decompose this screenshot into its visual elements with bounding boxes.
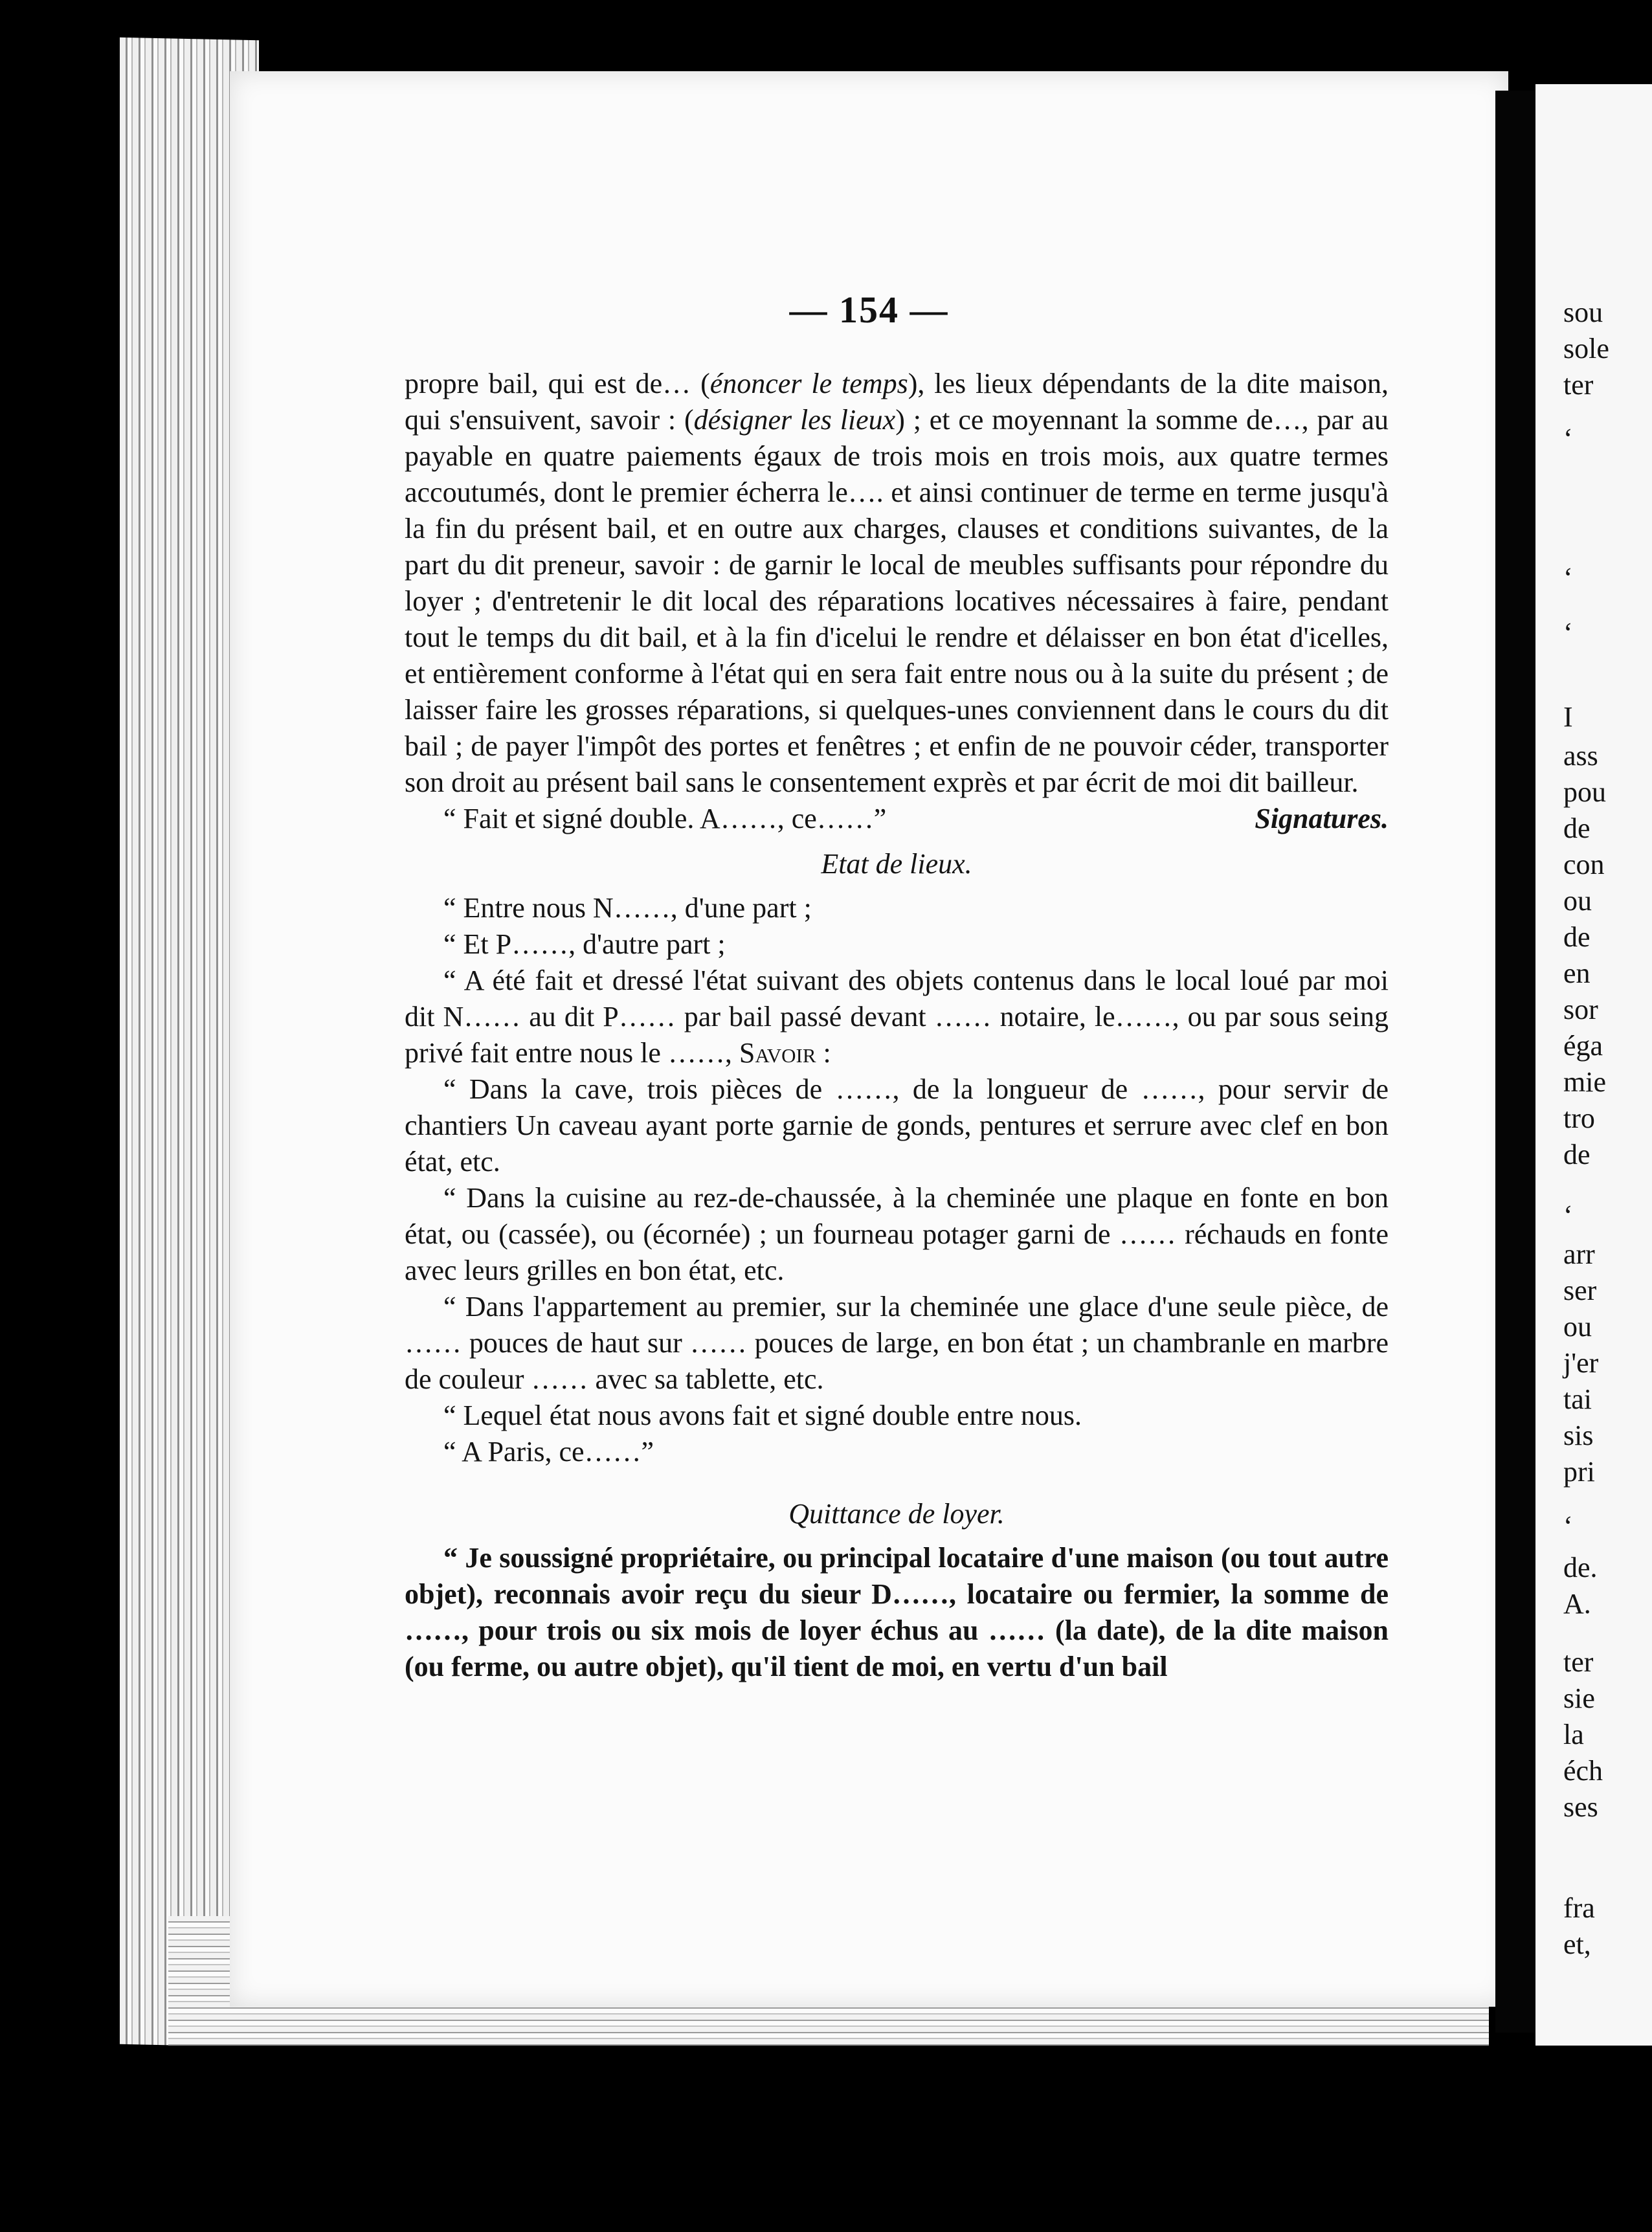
facing-page-fragment: de — [1563, 1139, 1591, 1170]
signature-line — [405, 801, 1389, 837]
facing-page-fragment: ‘ — [1563, 1510, 1573, 1542]
etat-line-lequel: “ Lequel état nous avons fait et signé double entre nous. — [443, 1400, 1082, 1431]
facing-page-fragment: ser — [1563, 1275, 1597, 1306]
facing-page-fragment: fra — [1563, 1892, 1595, 1924]
facing-page-fragment: sou — [1563, 296, 1603, 328]
scan-background — [0, 2046, 1652, 2232]
page-body — [405, 366, 1389, 1685]
book-page — [230, 71, 1508, 2007]
etat-paragraph-3 — [405, 963, 1389, 1071]
facing-page-fragment: ter — [1563, 1646, 1594, 1678]
facing-page-fragment: ‘ — [1563, 617, 1573, 649]
facing-page-fragment: sole — [1563, 333, 1609, 364]
facing-page-fragment: ou — [1563, 885, 1592, 917]
book-gutter — [1495, 91, 1535, 2033]
facing-page-fragment: de. — [1563, 1552, 1598, 1583]
facing-page-fragment: éch — [1563, 1755, 1603, 1787]
etat-line-paris: “ A Paris, ce……” — [443, 1436, 654, 1468]
facing-page-fragment: de — [1563, 812, 1591, 844]
facing-page-fragment: j'er — [1563, 1347, 1599, 1379]
facing-page-fragment: en — [1563, 957, 1591, 989]
etat-paragraph-appartement: “ Dans l'appartement au premier, sur la cheminée une glace d'une seule pièce, de …… pouces de haut sur …… pouces de large, en bon état ; un chambranle en marbre de couleur …… avec sa tablette, etc. — [405, 1291, 1389, 1395]
savoir-label: Savoir : — [739, 1037, 831, 1069]
facing-page-fragment: sie — [1563, 1682, 1595, 1714]
facing-page-fragment: mie — [1563, 1066, 1606, 1098]
facing-page-fragment: ou — [1563, 1311, 1592, 1343]
facing-page-fragment: éga — [1563, 1030, 1603, 1062]
facing-page-fragment: pri — [1563, 1456, 1595, 1488]
facing-page-fragment: A. — [1563, 1588, 1591, 1620]
facing-page-fragment: I — [1563, 701, 1573, 733]
facing-page-fragment: ass — [1563, 740, 1598, 772]
facing-page-fragment: con — [1563, 849, 1605, 880]
facing-page-fragment: arr — [1563, 1238, 1595, 1270]
bail-paragraph: propre bail, qui est de… (énoncer le temps), les lieux dépendants de la dite maison, qui s'ensuivent, savoir : (désigner les lieux) ; et ce moyennant la somme de…, par au payable en quatre paiements égaux de trois mois en trois mois, aux quatre termes accoutumés, dont le premier écherra le…. et ainsi continuer de terme en terme jusqu'à la fin du présent bail, et en outre aux charges, clauses et conditions suivantes, de la part du dit preneur, savoir : de garnir le local de meubles suffisants pour répondre du loyer ; d'entretenir le dit local des réparations locatives nécessaires à faire, pendant tout le temps du dit bail, et à la fin d'icelui le rendre et délaisser en bon état d'icelles, et entièrement conforme à l'état qui en sera fait entre nous ou à la suite du présent ; de laisser faire les grosses réparations, si quelques-unes conviennent dans le cours du dit bail ; de payer l'impôt des portes et fenêtres ; et enfin de ne pouvoir céder, transporter son droit au présent bail sans le consentement exprès et par écrit de moi dit bailleur. — [405, 368, 1389, 798]
facing-page-fragment: pou — [1563, 776, 1606, 808]
facing-page-fragment: ses — [1563, 1791, 1598, 1823]
page-number: — 154 — — [789, 289, 949, 331]
facing-page-fragment: tro — [1563, 1102, 1595, 1134]
heading-etat-de-lieux: Etat de lieux. — [821, 848, 972, 880]
facing-page-fragment: ‘ — [1563, 562, 1573, 594]
facing-page-fragment: de — [1563, 921, 1591, 953]
facing-page-fragment: tai — [1563, 1383, 1592, 1415]
heading-quittance-de-loyer: Quittance de loyer. — [788, 1498, 1005, 1530]
fait-signe-text: “ Fait et signé double. A……, ce……” — [443, 803, 887, 834]
facing-page-fragment: et, — [1563, 1928, 1591, 1960]
etat-paragraph-cuisine: “ Dans la cuisine au rez-de-chaussée, à la cheminée une plaque en fonte en bon état, ou (cassée), ou (écornée) ; un fourneau potager garni de …… réchauds en fonte avec leurs grilles en bon état, etc. — [405, 1182, 1389, 1286]
etat-text-3: “ A été fait et dressé l'état suivant des objets contenus dans le local loué par moi dit N…… au dit P…… par bail passé devant …… notaire, le……, ou par sous seing privé fait entre nous le ……, — [405, 965, 1389, 1069]
signatures-label: Signatures. — [1255, 803, 1389, 834]
facing-page-fragment: ter — [1563, 369, 1594, 401]
facing-page-fragment: ‘ — [1563, 1200, 1573, 1231]
etat-paragraph-cave: “ Dans la cave, trois pièces de ……, de la longueur de ……, pour servir de chantiers Un caveau ayant porte garnie de gonds, pentures et serrure avec clef en bon état, etc. — [405, 1073, 1389, 1177]
etat-line-2: “ Et P……, d'autre part ; — [443, 928, 726, 960]
facing-page-fragment: ‘ — [1563, 423, 1573, 454]
facing-page-fragment: sor — [1563, 994, 1598, 1025]
facing-page-fragment: sis — [1563, 1420, 1594, 1451]
etat-line-1: “ Entre nous N……, d'une part ; — [443, 892, 812, 924]
facing-page-fragment: la — [1563, 1719, 1584, 1750]
quittance-paragraph: “ Je soussigné propriétaire, ou principal locataire d'une maison (ou tout autre objet), reconnais avoir reçu du sieur D……, locataire ou fermier, la somme de ……, pour trois ou six mois de loyer échus au …… (la date), de la dite maison (ou ferme, ou autre objet), qu'il tient de moi, en vertu d'un bail — [405, 1542, 1389, 1682]
